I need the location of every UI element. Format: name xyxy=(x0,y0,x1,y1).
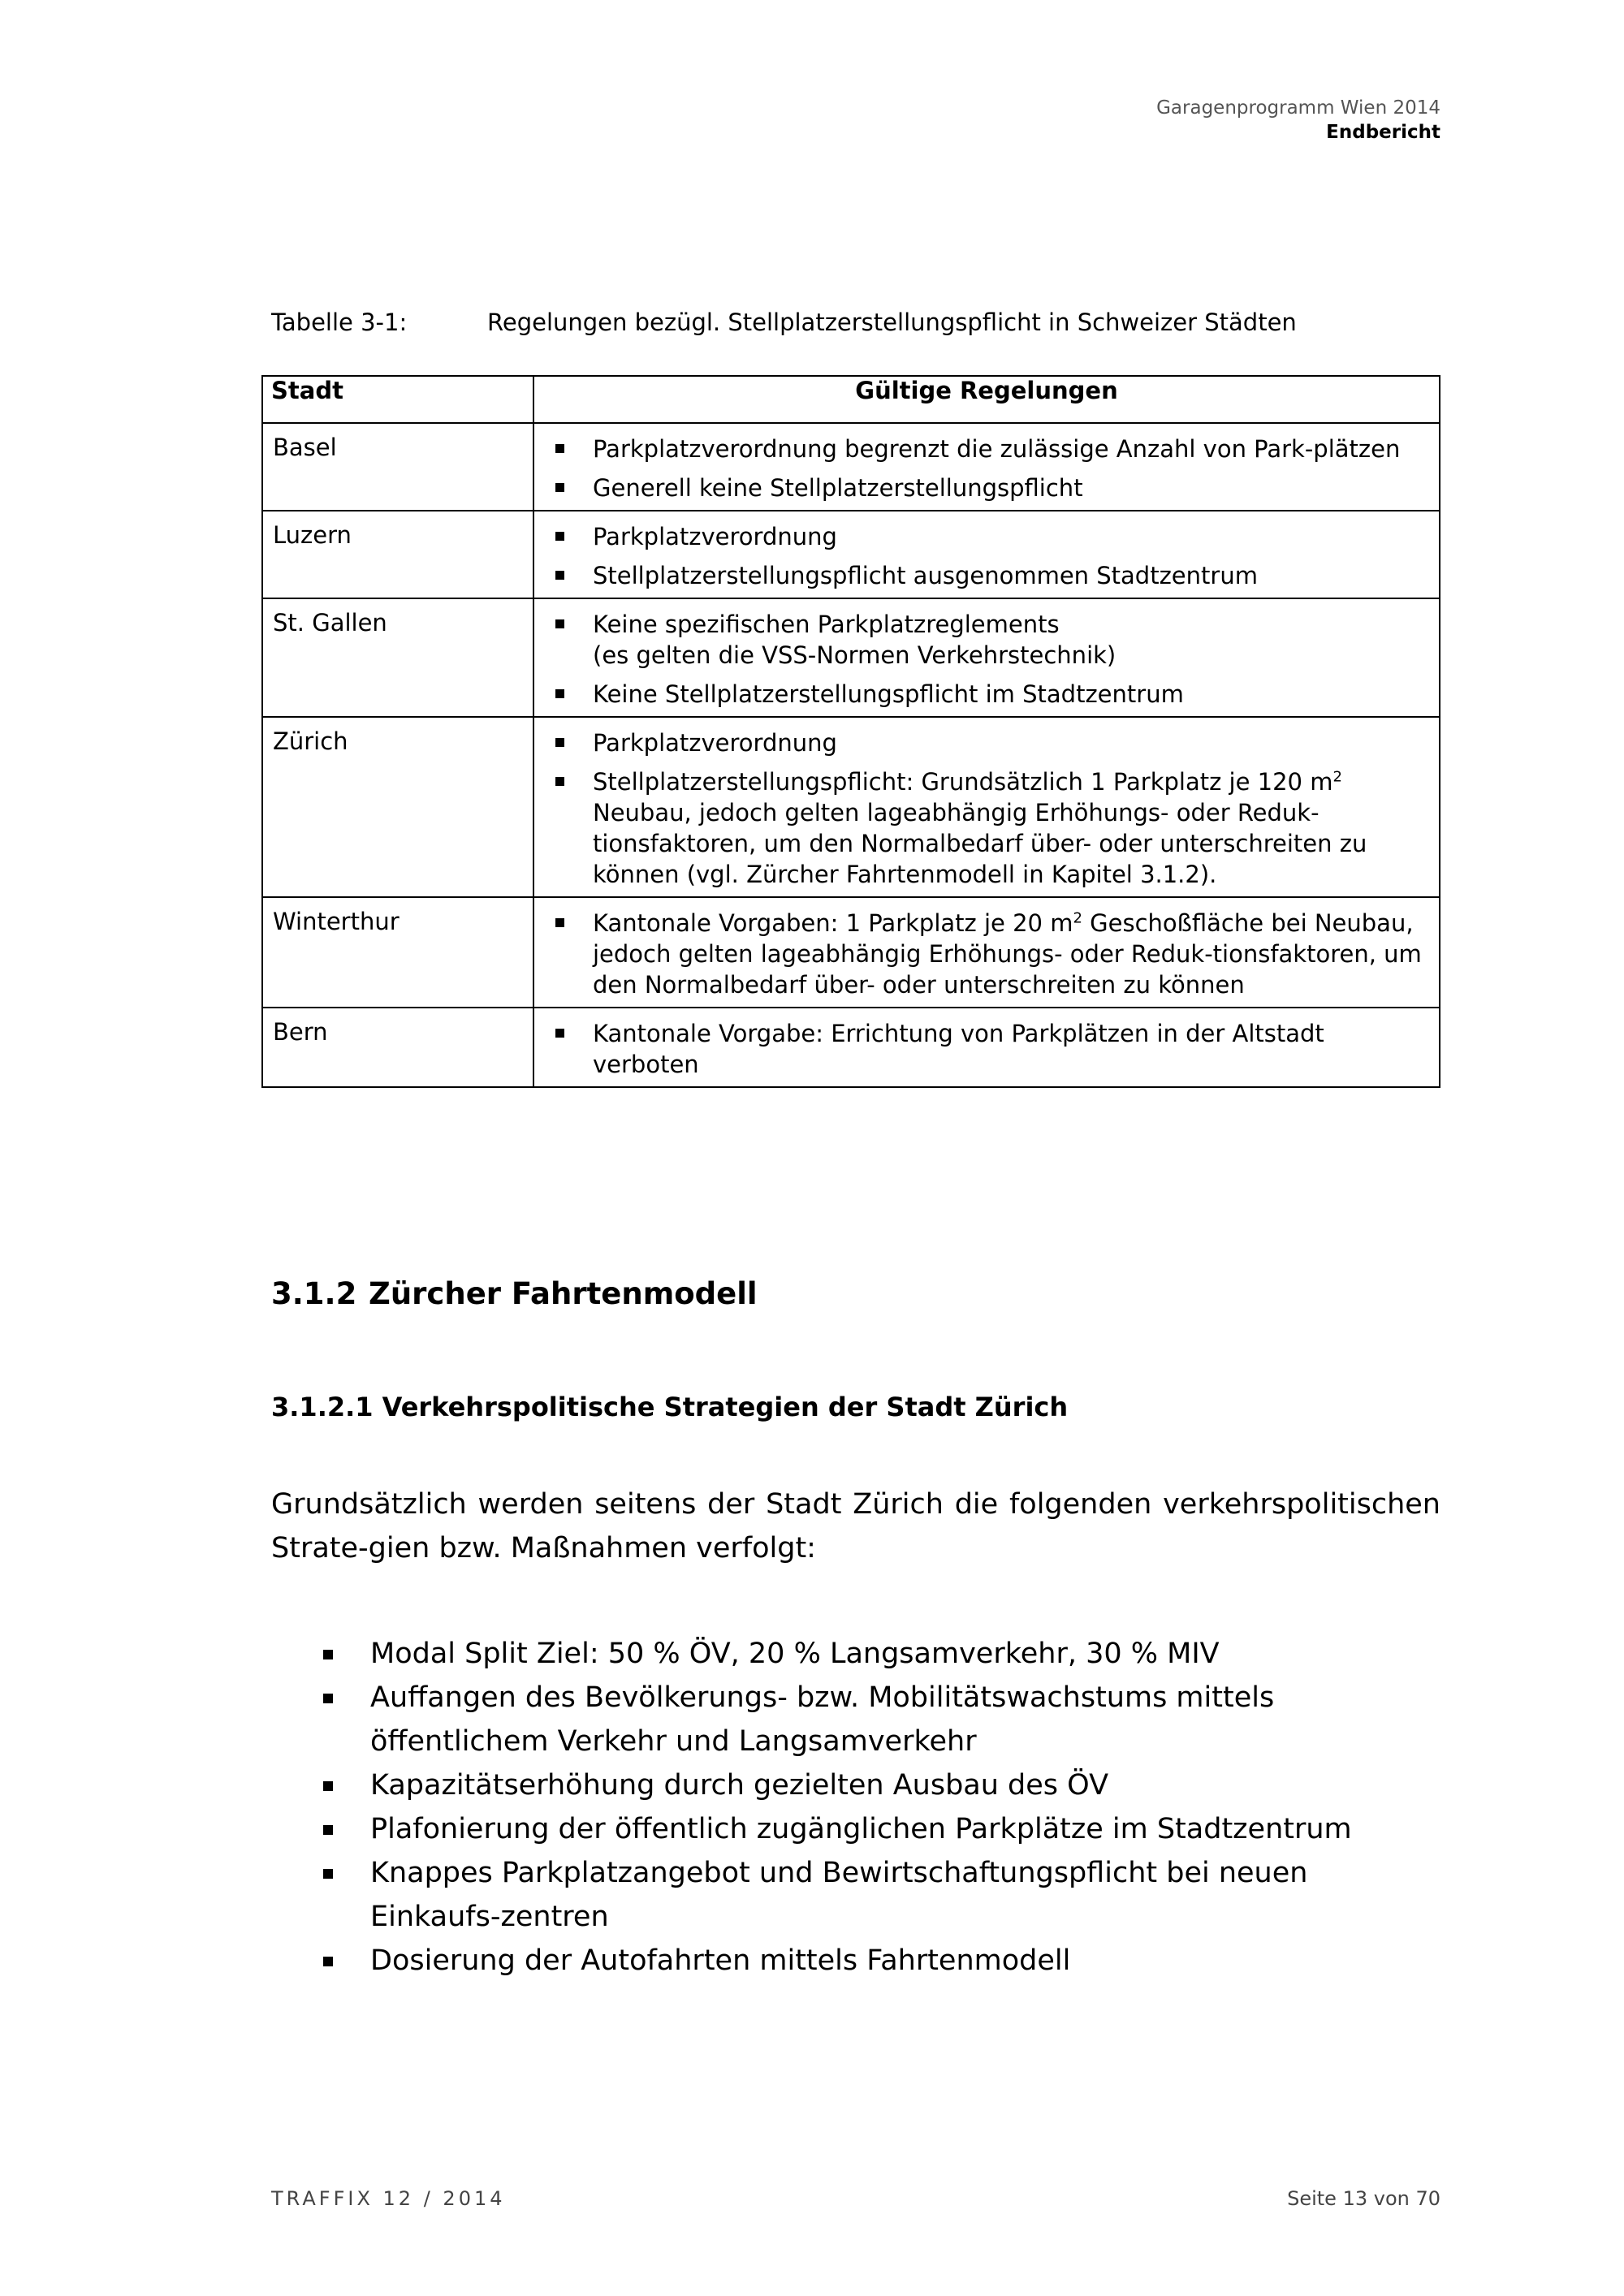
regulations-table xyxy=(261,375,1440,1088)
list-item: Knappes Parkplatzangebot und Bewirtschaftungspflicht bei neuen Einkaufs-zentren xyxy=(320,1851,1440,1939)
rule-item-text-cont: Neubau, jedoch gelten lageabhängig Erhöhungs- oder Reduk-tionsfaktoren, um den Normalbedarf über- oder unterschreiten zu können (vgl. Zürcher Fahrtenmodell in Kapitel 3.1.2). xyxy=(593,799,1367,888)
rule-item-line: Keine spezifischen Parkplatzreglements xyxy=(593,611,1060,638)
rules-cell xyxy=(533,717,1440,897)
header-subtitle: Endbericht xyxy=(1326,122,1440,143)
list-item: Auffangen des Bevölkerungs- bzw. Mobilitätswachstums mittels öffentlichem Verkehr und Langsamverkehr xyxy=(320,1676,1440,1763)
rule-item: Keine Stellplatzerstellungspflicht im Stadtzentrum xyxy=(552,679,1431,710)
subsection-heading: 3.1.2.1 Verkehrspolitische Strategien der Stadt Zürich xyxy=(271,1392,1069,1422)
strategy-list xyxy=(320,1632,1440,1983)
table-header-row xyxy=(262,376,1440,423)
city-cell: Zürich xyxy=(262,717,533,897)
rules-cell xyxy=(533,423,1440,511)
table-row xyxy=(262,598,1440,717)
rule-item-note: (es gelten die VSS-Normen Verkehrstechnik) xyxy=(593,641,1116,669)
table-row xyxy=(262,717,1440,897)
body-paragraph: Grundsätzlich werden seitens der Stadt Zürich die folgenden verkehrspolitischen Strate-gien bzw. Maßnahmen verfolgt: xyxy=(271,1488,1440,1564)
footer-left: TRAFFIX 12 / 2014 xyxy=(271,2187,506,2210)
rule-item: Parkplatzverordnung xyxy=(552,727,1431,758)
page-number: Seite 13 von 70 xyxy=(1287,2187,1440,2210)
rules-cell xyxy=(533,897,1440,1008)
table-caption xyxy=(271,309,1297,336)
page-header xyxy=(1156,96,1440,145)
rule-item: Stellplatzerstellungspflicht ausgenommen Stadtzentrum xyxy=(552,560,1431,591)
rule-item-text: Kantonale Vorgaben: 1 Parkplatz je 20 m xyxy=(593,909,1073,937)
table-row xyxy=(262,897,1440,1008)
rule-item xyxy=(552,908,1431,1000)
table-row xyxy=(262,1008,1440,1087)
rule-item xyxy=(552,766,1431,890)
column-header-city: Stadt xyxy=(262,376,533,423)
table-row xyxy=(262,511,1440,598)
rule-item: Parkplatzverordnung xyxy=(552,521,1431,552)
rule-item: Kantonale Vorgabe: Errichtung von Parkplätzen in der Altstadt verboten xyxy=(552,1018,1431,1080)
city-cell: Basel xyxy=(262,423,533,511)
rule-item: Generell keine Stellplatzerstellungspflicht xyxy=(552,473,1431,503)
rule-item: Parkplatzverordnung begrenzt die zulässige Anzahl von Park-plätzen xyxy=(552,434,1431,464)
rule-item-text-cont: Geschoßfläche bei Neubau, jedoch gelten lageabhängig Erhöhungs- oder Reduk-tionsfaktoren, um den Normalbedarf über- oder unterschreiten zu können xyxy=(593,909,1422,999)
rule-item xyxy=(552,609,1431,671)
column-header-rules: Gültige Regelungen xyxy=(533,376,1440,423)
superscript: 2 xyxy=(1332,768,1342,786)
section-heading xyxy=(271,1276,758,1311)
list-item: Kapazitätserhöhung durch gezielten Ausbau des ÖV xyxy=(320,1763,1440,1807)
city-cell: Luzern xyxy=(262,511,533,598)
rules-cell xyxy=(533,598,1440,717)
header-title: Garagenprogramm Wien 2014 xyxy=(1156,97,1440,119)
city-cell: Winterthur xyxy=(262,897,533,1008)
rules-cell xyxy=(533,511,1440,598)
list-item: Modal Split Ziel: 50 % ÖV, 20 % Langsamverkehr, 30 % MIV xyxy=(320,1632,1440,1676)
section-number: 3.1.2 xyxy=(271,1276,357,1311)
city-cell: St. Gallen xyxy=(262,598,533,717)
city-cell: Bern xyxy=(262,1008,533,1087)
list-item: Plafonierung der öffentlich zugänglichen Parkplätze im Stadtzentrum xyxy=(320,1807,1440,1851)
table-caption-label: Tabelle 3-1: xyxy=(271,309,408,336)
section-title: Zürcher Fahrtenmodell xyxy=(369,1276,758,1311)
table-caption-text: Regelungen bezügl. Stellplatzerstellungspflicht in Schweizer Städten xyxy=(487,309,1297,336)
table-row xyxy=(262,423,1440,511)
rule-item-text: Stellplatzerstellungspflicht: Grundsätzlich 1 Parkplatz je 120 m xyxy=(593,768,1333,796)
superscript: 2 xyxy=(1073,909,1082,927)
rules-cell xyxy=(533,1008,1440,1087)
list-item: Dosierung der Autofahrten mittels Fahrtenmodell xyxy=(320,1939,1440,1983)
